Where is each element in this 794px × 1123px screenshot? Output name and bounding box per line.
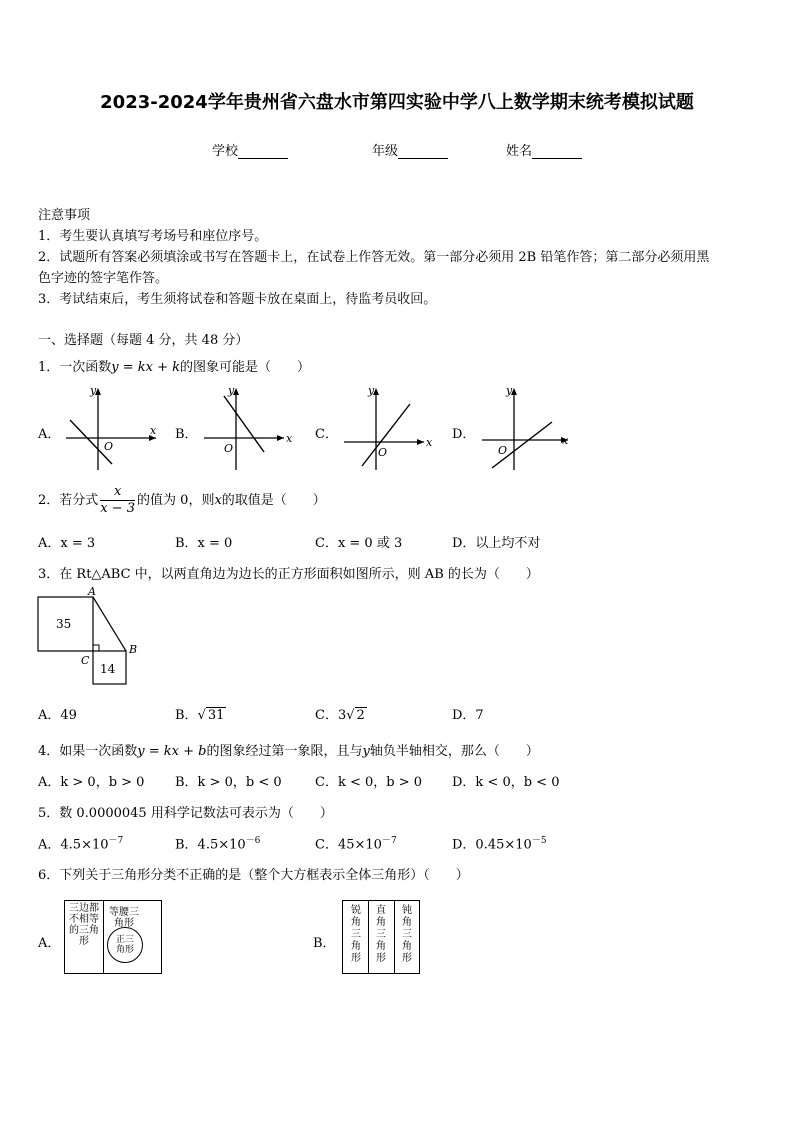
name-field[interactable] bbox=[506, 140, 582, 159]
equilateral-label: 正三角形 bbox=[115, 935, 134, 955]
q1-stem-pre: 1．一次函数 bbox=[38, 360, 112, 375]
divider bbox=[103, 901, 104, 973]
q5-option-b-base: B．4.5×10 bbox=[175, 837, 246, 853]
grade-label: 年级 bbox=[372, 144, 399, 159]
origin-label: O bbox=[378, 446, 388, 459]
section-heading: 一、选择题（每题 4 分，共 48 分） bbox=[38, 333, 249, 348]
q5-option-a-exp: －7 bbox=[108, 836, 124, 846]
q3-option-c-label: C．3 bbox=[315, 708, 347, 723]
origin-label: O bbox=[104, 440, 114, 453]
right-label: 直角三角形 bbox=[376, 905, 386, 964]
scalene-label: 三边都不相等的三角形 bbox=[69, 903, 99, 947]
point-c-label: C bbox=[81, 654, 90, 667]
q2-stem bbox=[38, 484, 326, 517]
x-label: x bbox=[150, 424, 157, 437]
q6-diagram-a[interactable] bbox=[64, 900, 162, 974]
notice-item: 1．考生要认真填写考场号和座位序号。 bbox=[38, 229, 268, 244]
q3-option-d[interactable]: D．7 bbox=[452, 708, 484, 723]
q4-option-c[interactable]: C．k < 0，b > 0 bbox=[315, 775, 423, 790]
q5-option-d-exp: －5 bbox=[531, 836, 547, 846]
y-label: y bbox=[506, 384, 513, 397]
x-label: x bbox=[286, 432, 293, 445]
q4-var: y bbox=[362, 744, 370, 759]
q3-stem: 3．在 Rt△ABC 中，以两直角边为边长的正方形面积如图所示，则 AB 的长为（ ） bbox=[38, 567, 539, 582]
x-label: x bbox=[426, 436, 433, 449]
acute-label: 锐角三角形 bbox=[351, 905, 361, 964]
obtuse-label: 钝角三角形 bbox=[402, 905, 412, 964]
notice-heading: 注意事项 bbox=[38, 208, 91, 223]
q2-var: x bbox=[214, 493, 222, 508]
q2-frac-den: x − 3 bbox=[100, 501, 136, 516]
q2-option-c[interactable]: C．x = 0 或 3 bbox=[315, 536, 403, 551]
divider bbox=[394, 901, 395, 973]
origin-label: O bbox=[498, 444, 508, 457]
q4-stem bbox=[38, 740, 539, 759]
area-35-label: 35 bbox=[56, 617, 72, 631]
area-14-label: 14 bbox=[100, 662, 116, 676]
y-label: y bbox=[368, 384, 375, 397]
q2-stem-post: 的值为 0，则 bbox=[137, 493, 215, 508]
y-label: y bbox=[228, 384, 235, 397]
notice-item: 2．试题所有答案必须填涂或书写在答题卡上，在试卷上作答无效。第一部分必须用 2B 铅笔作答；第二部分必须用黑 bbox=[38, 250, 710, 265]
origin-label: O bbox=[224, 442, 234, 455]
q2-option-a[interactable]: A．x = 3 bbox=[38, 536, 96, 551]
divider bbox=[368, 901, 369, 973]
q2-option-d[interactable]: D．以上均不对 bbox=[452, 536, 541, 551]
q5-option-a-base: A．4.5×10 bbox=[38, 837, 109, 853]
q2-frac-num: x bbox=[100, 484, 135, 501]
school-blank[interactable] bbox=[238, 145, 288, 159]
x-label: x bbox=[562, 434, 569, 447]
q5-option-c-base: C．45×10 bbox=[315, 837, 382, 853]
q4-option-a[interactable]: A．k > 0，b > 0 bbox=[38, 775, 145, 790]
q3-option-a[interactable]: A．49 bbox=[38, 708, 77, 723]
q5-option-a[interactable] bbox=[38, 833, 123, 852]
q4-stem-pre: 4．如果一次函数 bbox=[38, 744, 138, 759]
q1-stem-post: 的图象可能是（ ） bbox=[180, 360, 311, 375]
q6-diagram-b[interactable] bbox=[342, 900, 420, 974]
q4-option-b[interactable]: B．k > 0，b < 0 bbox=[175, 775, 282, 790]
q2-fraction bbox=[100, 484, 135, 517]
name-blank[interactable] bbox=[532, 145, 582, 159]
q6-option-a-label[interactable]: A． bbox=[38, 936, 61, 951]
q5-option-c[interactable] bbox=[315, 833, 397, 852]
q3-option-c-radicand: 2 bbox=[356, 708, 365, 723]
q1-graph-c[interactable] bbox=[340, 384, 440, 474]
q2-option-b[interactable]: B．x = 0 bbox=[175, 536, 233, 551]
notice-item: 3．考试结束后，考生须将试卷和答题卡放在桌面上，待监考员收回。 bbox=[38, 292, 437, 307]
grade-field[interactable] bbox=[372, 140, 448, 159]
q1-graph-a[interactable] bbox=[62, 384, 162, 474]
q1-option-d-label[interactable]: D． bbox=[452, 427, 476, 442]
q2-stem-end: 的取值是（ ） bbox=[221, 493, 326, 508]
q4-option-d[interactable]: D．k < 0，b < 0 bbox=[452, 775, 560, 790]
q1-option-a-label[interactable]: A． bbox=[38, 427, 61, 442]
q3-option-b-label: B． bbox=[175, 708, 198, 723]
q2-stem-pre: 2．若分式 bbox=[38, 493, 99, 508]
q5-option-d-base: D．0.45×10 bbox=[452, 837, 532, 853]
q3-option-c[interactable]: C．3√ 2 bbox=[315, 708, 365, 723]
q1-option-b-label[interactable]: B． bbox=[175, 427, 198, 442]
isosceles-label: 等腰三角形 bbox=[109, 907, 139, 929]
q1-graph-d[interactable] bbox=[478, 384, 578, 474]
q6-stem: 6．下列关于三角形分类不正确的是（整个大方框表示全体三角形）（ ） bbox=[38, 868, 469, 883]
notice-item: 色字迹的签字笔作答。 bbox=[38, 271, 169, 286]
q3-option-b-radicand: 31 bbox=[207, 708, 225, 723]
q4-stem-post: 轴负半轴相交，那么（ ） bbox=[369, 744, 539, 759]
q5-option-c-exp: －7 bbox=[381, 836, 397, 846]
q5-option-b-exp: －6 bbox=[245, 836, 261, 846]
school-field[interactable] bbox=[212, 140, 288, 159]
name-label: 姓名 bbox=[506, 144, 533, 159]
q4-stem-mid: 的图象经过第一象限，且与 bbox=[206, 744, 363, 759]
q5-stem: 5．数 0.0000045 用科学记数法可表示为（ ） bbox=[38, 806, 333, 821]
q1-stem bbox=[38, 356, 310, 375]
y-label: y bbox=[90, 384, 97, 397]
point-a-label: A bbox=[88, 585, 96, 598]
q1-formula: y = kx + k bbox=[111, 360, 181, 375]
q1-option-c-label[interactable]: C． bbox=[315, 427, 338, 442]
school-label: 学校 bbox=[212, 144, 239, 159]
q5-option-b[interactable] bbox=[175, 833, 260, 852]
q6-option-b-label[interactable]: B． bbox=[313, 936, 336, 951]
q3-figure bbox=[34, 584, 154, 690]
q1-graph-b[interactable] bbox=[200, 384, 300, 474]
exam-title: 2023-2024学年贵州省六盘水市第四实验中学八上数学期末统考模拟试题 bbox=[100, 92, 694, 113]
q5-option-d[interactable] bbox=[452, 833, 547, 852]
q3-option-b[interactable]: B．√ 31 bbox=[175, 708, 225, 723]
grade-blank[interactable] bbox=[398, 145, 448, 159]
q4-formula: y = kx + b bbox=[137, 744, 207, 759]
point-b-label: B bbox=[129, 643, 138, 656]
